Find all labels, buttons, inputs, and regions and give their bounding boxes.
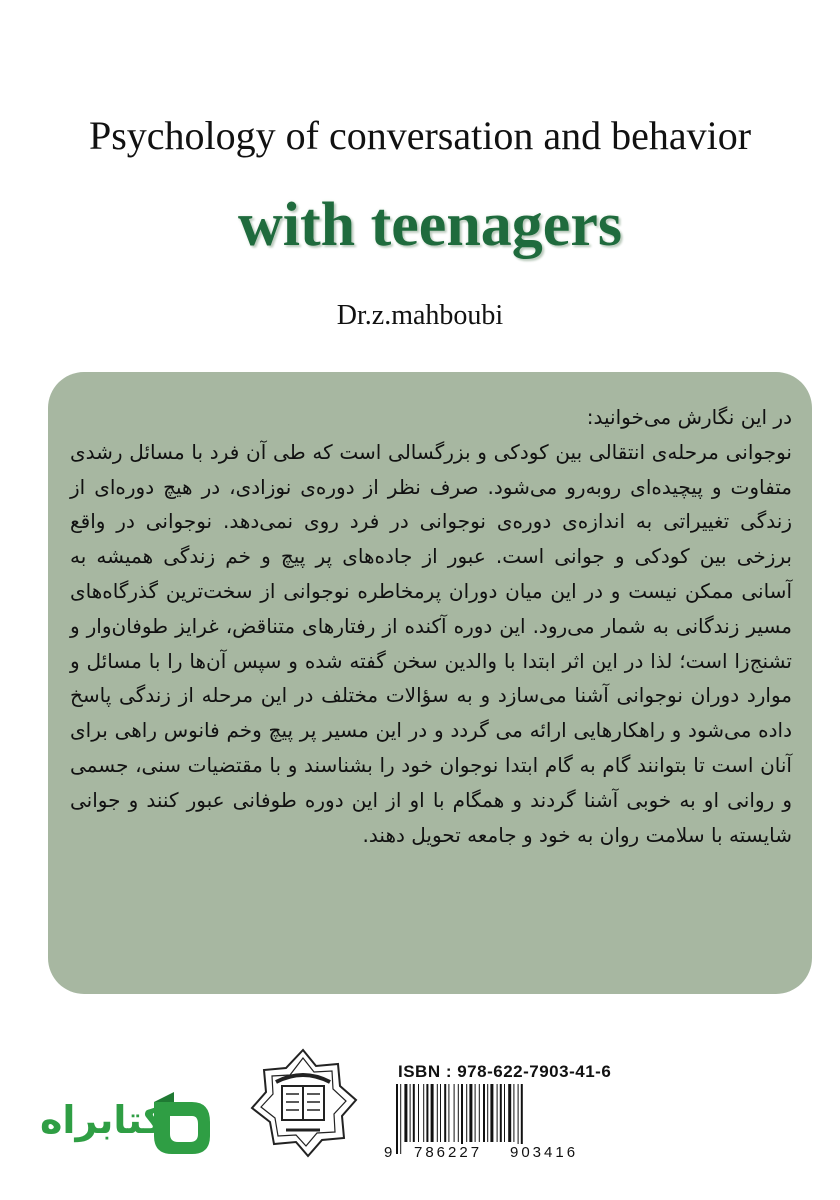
barcode-bar — [490, 1084, 493, 1142]
barcode-bar — [431, 1084, 434, 1142]
barcode-bar — [404, 1084, 407, 1142]
isbn-label: ISBN : 978-622-7903-41-6 — [398, 1062, 612, 1081]
barcode-bar — [426, 1084, 428, 1142]
barcode-bar — [454, 1084, 455, 1142]
barcode-bar — [497, 1084, 498, 1142]
barcode-bar — [466, 1084, 467, 1142]
barcode-bar — [396, 1084, 398, 1154]
barcode-bar — [423, 1084, 424, 1142]
barcode-bar — [444, 1084, 446, 1142]
barcode-bar — [479, 1084, 480, 1142]
blurb-heading: در این نگارش می‌خوانید: — [586, 405, 792, 429]
barcode-bar — [440, 1084, 441, 1142]
ketabrah-logo-text: کتابراه — [40, 1098, 166, 1142]
barcode-bar — [483, 1084, 485, 1142]
book-title: Psychology of conversation and behavior — [88, 113, 752, 158]
barcode-digit-first: 9 — [384, 1144, 393, 1161]
barcode-bar — [437, 1084, 438, 1142]
barcode-digits-left: 786227 — [414, 1144, 483, 1161]
publisher-seal-icon — [246, 1046, 360, 1160]
barcode-bar — [500, 1084, 502, 1142]
barcode-bar — [410, 1084, 411, 1142]
blurb-body: نوجوانی مرحله‌ی انتقالی بین کودکی و بزرگسالی است که طی آن فرد با مسائل رشدی متفاوت و پیچیده‌ای روبه‌رو می‌شود. صرف نظر از دوره‌ی نوزادی، در هیچ دوره‌ای از زندگی تغییراتی به اندازه‌ی دوره‌ی نوجوانی در فرد روی نمی‌دهد. نوجوانی در واقع برزخی بین کودکی و جوانی است. عبور از جاده‌های پر پیچ و خم زندگی همیشه به آسانی ممکن نیست و در این میان دوران پرمخاطره نوجوانی از سخت‌ترین گذرگاه‌های مسیر زندگانی به شمار می‌رود. این دوره آکنده از رفتارهای متناقض، غرایز طوفان‌وار و تشنج‌زا است؛ لذا در این اثر ابتدا با والدین سخن گفته شده و سپس آن‌ها را با مسائل و موارد دوران نوجوانی آشنا می‌سازد و به سؤالات مختلف در این مرحله از زندگی پاسخ داده می‌شود و راهکارهایی ارائه می گردد و در این مسیر پر پیچ وخم فانوس راهی برای آنان است تا بتوانند گام به گام ابتدا نوجوان خود را بشناسند و با مقتضیات سنی، جسمی و روانی او به خوبی آشنا گردند و همگام با او از این دوره طوفانی عبور کنند و جوانی شایسته با سلامت روان به خود و جامعه تحویل دهند. — [70, 439, 792, 847]
barcode-bar — [504, 1084, 505, 1142]
barcode-bar — [418, 1084, 419, 1142]
barcode-bar — [458, 1084, 459, 1142]
blurb-text — [70, 400, 792, 852]
barcode-bar — [400, 1084, 401, 1154]
barcode-bar — [413, 1084, 415, 1142]
barcode-bar — [487, 1084, 488, 1142]
barcode-bar — [448, 1084, 449, 1142]
barcode-bar — [513, 1084, 514, 1142]
barcode-bar — [475, 1084, 476, 1142]
barcode-bar — [469, 1084, 472, 1142]
barcode-bar — [508, 1084, 511, 1142]
author-name: Dr.z.mahboubi — [336, 300, 504, 331]
barcode-digits-right: 903416 — [510, 1144, 579, 1161]
book-subtitle: with teenagers — [238, 191, 622, 259]
